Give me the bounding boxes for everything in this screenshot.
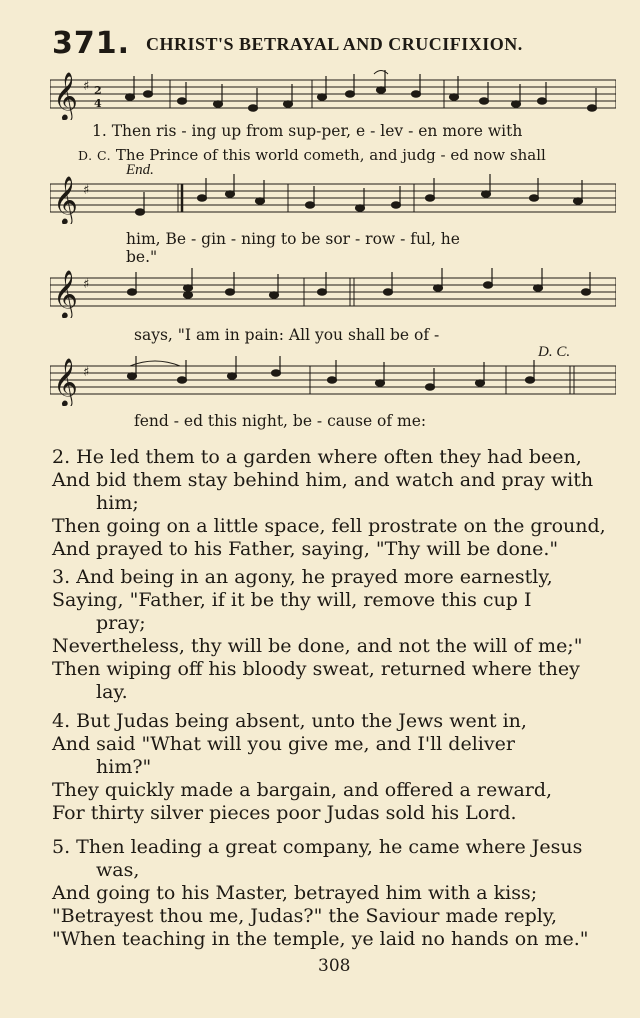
staff-2-notation <box>50 174 616 224</box>
verse-line: And bid them stay behind him, and watch and pray with <box>52 469 594 491</box>
staff-3-notation <box>50 268 616 318</box>
music-staff-4 <box>50 356 616 406</box>
music-staff-2 <box>50 174 616 224</box>
svg-text:𝄞: 𝄞 <box>53 269 78 318</box>
staff-1-notation <box>50 70 616 120</box>
verse-line: Then going on a little space, fell prostrate on the ground, <box>52 515 606 537</box>
verse-line: him; <box>96 492 139 514</box>
lyrics-line-3: says, "I am in pain: All you shall be of - <box>134 326 440 344</box>
verse-3 <box>52 566 622 704</box>
verse-line: And going to his Master, betrayed him with a kiss; <box>52 882 538 904</box>
verse-line: Nevertheless, thy will be done, and not the will of me;" <box>52 635 583 657</box>
verse-line: And said "What will you give me, and I'll deliver <box>52 733 515 755</box>
lyrics-line-2-dc: be." <box>126 248 158 266</box>
verse-5 <box>52 836 622 951</box>
svg-text:♯: ♯ <box>83 79 90 94</box>
hymn-header <box>52 26 622 61</box>
dc-marker: D. C. <box>538 344 571 360</box>
verse-4 <box>52 710 622 825</box>
verse-line: 5. Then leading a great company, he came where Jesus <box>52 836 583 858</box>
svg-text:2: 2 <box>94 84 102 97</box>
lyrics-line-1-dc-text: The Prince of this world cometh, and judg - ed now shall <box>115 146 546 164</box>
verse-line: And prayed to his Father, saying, "Thy will be done." <box>52 538 559 560</box>
verse-line: They quickly made a bargain, and offered a reward, <box>52 779 553 801</box>
dc-label: D. C. <box>78 148 112 163</box>
svg-text:𝄞: 𝄞 <box>53 175 78 224</box>
verse-line: 4. But Judas being absent, unto the Jews went in, <box>52 710 527 732</box>
verse-line: "Betrayest thou me, Judas?" the Saviour made reply, <box>52 905 558 927</box>
verse-line: lay. <box>96 681 128 703</box>
lyrics-line-4: fend - ed this night, be - cause of me: <box>134 412 427 430</box>
verse-line: Saying, "Father, if it be thy will, remove this cup I <box>52 589 532 611</box>
svg-text:♯: ♯ <box>83 277 90 292</box>
music-staff-1 <box>50 70 616 120</box>
svg-text:♯: ♯ <box>83 365 90 380</box>
page-number: 308 <box>318 956 351 976</box>
hymn-number: 371. <box>52 26 131 61</box>
svg-text:4: 4 <box>94 97 102 110</box>
verse-line: was, <box>96 859 140 881</box>
verse-line: 3. And being in an agony, he prayed more earnestly, <box>52 566 553 588</box>
hymn-title: CHRIST'S BETRAYAL AND CRUCIFIXION. <box>146 34 523 54</box>
svg-text:♯: ♯ <box>83 183 90 198</box>
verse-line: him?" <box>96 756 152 778</box>
end-marker: End. <box>126 162 154 178</box>
music-staff-3 <box>50 268 616 318</box>
verse-2 <box>52 446 622 561</box>
verse-line: pray; <box>96 612 146 634</box>
verse-line: 2. He led them to a garden where often they had been, <box>52 446 582 468</box>
verse-line: "When teaching in the temple, ye laid no hands on me." <box>52 928 589 950</box>
svg-text:𝄞: 𝄞 <box>53 357 78 406</box>
verse-line: Then wiping off his bloody sweat, returned where they <box>52 658 580 680</box>
lyrics-line-1: 1. Then ris - ing up from sup-per, e - lev - en more with <box>92 122 523 140</box>
staff-4-notation <box>50 356 616 406</box>
svg-text:𝄞: 𝄞 <box>53 71 78 120</box>
lyrics-line-2: him, Be - gin - ning to be sor - row - ful, he <box>126 230 460 248</box>
verse-line: For thirty silver pieces poor Judas sold his Lord. <box>52 802 517 824</box>
